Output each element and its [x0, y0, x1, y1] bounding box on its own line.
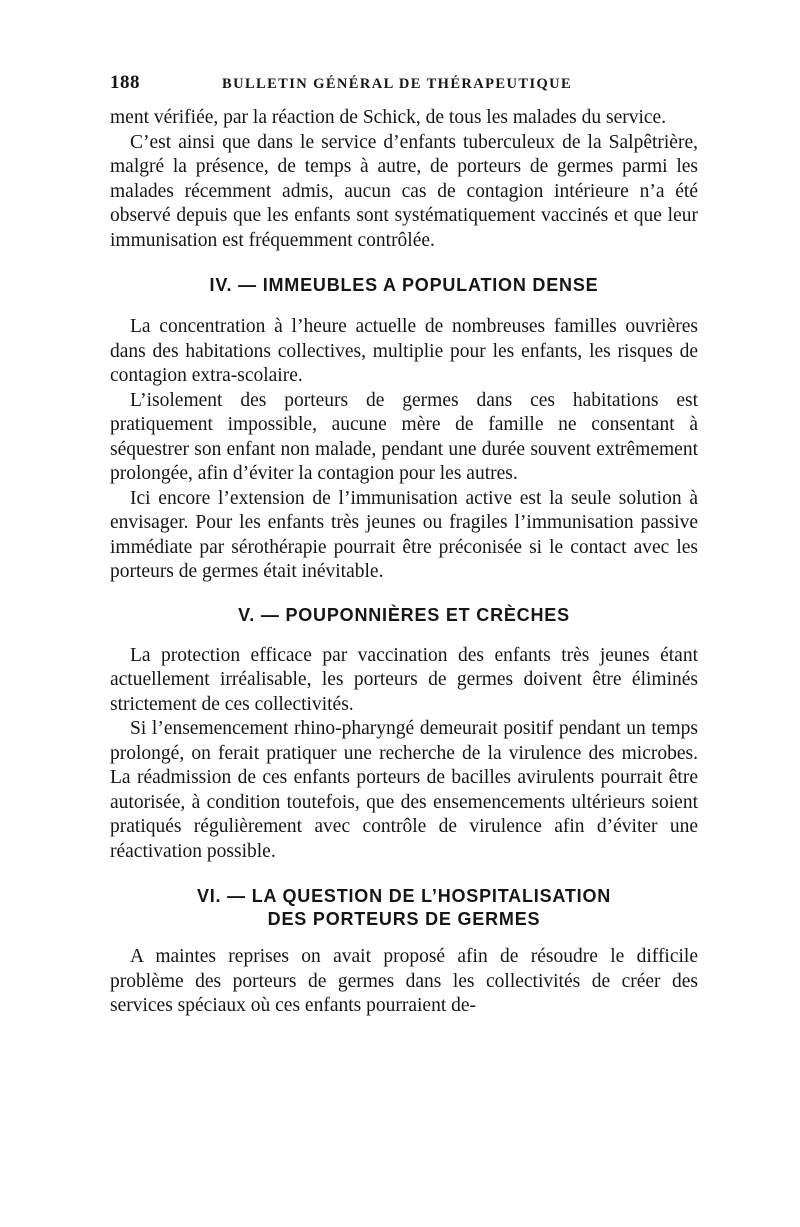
section-vi-heading-line-1: VI. — LA QUESTION DE L’HOSPITALISATION [196, 886, 612, 906]
document-page [110, 72, 698, 1019]
journal-title: BULLETIN GÉNÉRAL DE THÉRAPEUTIQUE [222, 76, 573, 92]
paragraph-3: La concentration à l’heure actuelle de nombreuses familles ouvrières dans des habitations collectives, multiplie pour les enfants, les risques de contagion extra-scolaire. [110, 316, 698, 386]
section-vi-heading [110, 864, 698, 945]
section-vi-heading-line-2: DES PORTEURS DE GERMES [267, 909, 541, 929]
paragraph-7: Si l’ensemencement rhino-pharyngé demeurait positif pendant un temps prolongé, on ferait pratiquer une recherche de la virulence des microbes. La réadmission de ces enfants porteurs de bacilles avirulents pourrait être autorisée, à condition toutefois, que des ensemencements ultérieurs soient pratiqués régulièrement avec contrôle de virulence afin d’éviter une réactivation possible. [110, 718, 698, 862]
running-head [110, 72, 698, 102]
paragraph-6: La protection efficace par vaccination des enfants très jeunes étant actuellement irréalisable, les porteurs de germes doivent être éliminés strictement de ces collectivités. [110, 644, 698, 715]
paragraph-4: L’isolement des porteurs de germes dans ces habitations est pratiquement impossible, aucune mère de famille ne consentant à séquestrer son enfant non malade, pendant une durée souvent extrêmement prolongée, afin d’éviter la contagion pour les autres. [110, 389, 698, 484]
paragraph-2: C’est ainsi que dans le service d’enfants tuberculeux de la Salpêtrière, malgré la présence, de temps à autre, de porteurs de germes parmi les malades récemment admis, aucun cas de contagion intérieure n’a été observé depuis que les enfants sont systématiquement vaccinés et que leur immunisation est fréquemment contrôlée. [110, 131, 698, 251]
page-number: 188 [110, 72, 140, 93]
paragraph-5: Ici encore l’extension de l’immunisation active est la seule solution à envisager. Pour les enfants très jeunes ou fragiles l’immunisation passive immédiate par sérothérapie pourrait être préconisée si le contact avec les porteurs de germes était inévitable. [110, 487, 698, 582]
section-v-heading: V. — POUPONNIÈRES ET CRÈCHES [238, 604, 570, 625]
paragraph-8: A maintes reprises on avait proposé afin de résoudre le difficile problème des porteurs de germes dans les collectivités de créer des services spéciaux où ces enfants pourraient de- [110, 946, 698, 1016]
paragraph-1: ment vérifiée, par la réaction de Schick, de tous les malades du service. [110, 107, 667, 128]
section-iv-heading: IV. — IMMEUBLES A POPULATION DENSE [209, 275, 599, 295]
